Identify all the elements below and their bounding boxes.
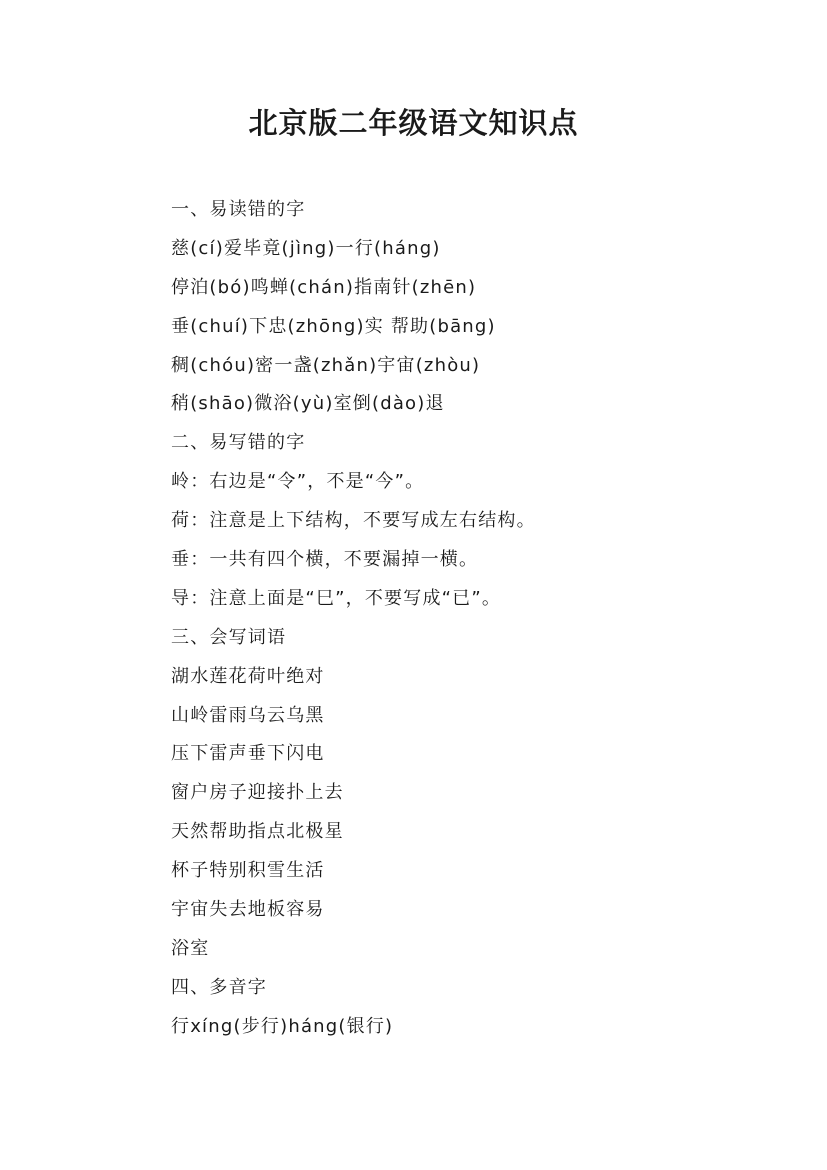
pinyin-line: 垂(chuí)下忠(zhōng)实 帮助(bāng) [171, 315, 496, 337]
vocabulary-line: 压下雷声垂下闪电 [171, 743, 325, 765]
pinyin-line: 稍(shāo)微浴(yù)室倒(dào)退 [171, 393, 445, 415]
vocabulary-line: 山岭雷雨乌云乌黑 [171, 704, 325, 726]
vocabulary-line: 宇宙失去地板容易 [171, 899, 325, 921]
polyphonic-line: 行xíng(步行)háng(银行) [171, 1015, 394, 1037]
writing-note: 垂：一共有四个横，不要漏掉一横。 [171, 549, 479, 571]
writing-note: 岭：右边是“令”，不是“今”。 [171, 471, 425, 493]
section-heading-easy-to-miswrite: 二、易写错的字 [171, 432, 306, 454]
vocabulary-line: 湖水莲花荷叶绝对 [171, 665, 325, 687]
writing-note: 导：注意上面是“巳”，不要写成“已”。 [171, 587, 502, 609]
section-heading-vocabulary: 三、会写词语 [171, 626, 287, 648]
vocabulary-line: 天然帮助指点北极星 [171, 821, 344, 843]
writing-note: 荷：注意是上下结构，不要写成左右结构。 [171, 510, 536, 532]
document-title: 北京版二年级语文知识点 [248, 106, 579, 140]
section-heading-polyphonic: 四、多音字 [171, 976, 267, 998]
section-heading-easy-to-misread: 一、易读错的字 [171, 199, 306, 220]
vocabulary-line: 杯子特别积雪生活 [171, 860, 325, 882]
document-body [171, 191, 791, 1047]
pinyin-line: 稠(chóu)密一盏(zhǎn)宇宙(zhòu) [171, 354, 481, 376]
pinyin-line: 停泊(bó)鸣蝉(chán)指南针(zhēn) [171, 276, 477, 298]
vocabulary-line: 窗户房子迎接扑上去 [171, 782, 344, 804]
pinyin-line: 慈(cí)爱毕竟(jìng)一行(háng) [171, 237, 441, 259]
vocabulary-line: 浴室 [171, 937, 210, 959]
